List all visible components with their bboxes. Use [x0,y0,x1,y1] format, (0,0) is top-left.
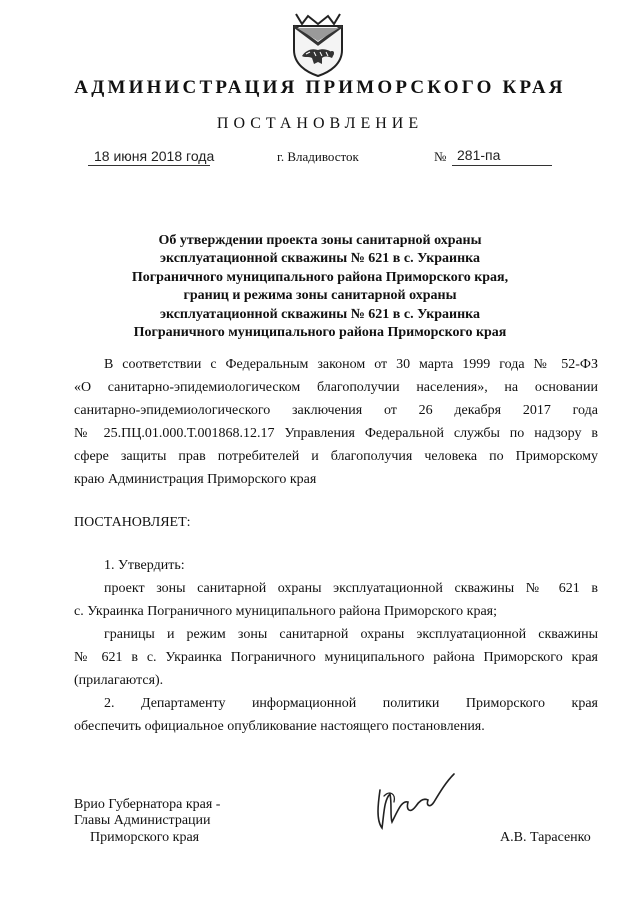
decree-word: ПОСТАНОВЛЯЕТ: [74,515,191,530]
signer-position-line: Приморского края [90,830,200,845]
item-2-line: 2. Департаменту информационной политики Приморского края [104,696,598,711]
subject-line: эксплуатационной скважины № 621 в с. Украинка [159,251,481,267]
item-1-title: 1. Утвердить: [104,558,185,573]
item-1b-line: (прилагаются). [74,673,164,688]
subject-line: Пограничного муниципального района Приморского края, [131,269,509,285]
document-type: ПОСТАНОВЛЕНИЕ [216,115,424,132]
document-subject [110,232,530,342]
subject-line: границ и режима зоны санитарной охраны [183,288,457,304]
number-underline [452,165,552,166]
item-1b-line: № 621 в с. Украинка Пограничного муниципального района Приморского края [74,650,598,665]
preamble-line: краю Администрация Приморского края [74,472,317,487]
organization-title: АДМИНИСТРАЦИЯ ПРИМОРСКОГО КРАЯ [74,77,566,98]
preamble-line: сфере защиты прав потребителей и благополучия человека по Приморскому [74,449,598,464]
item-2-line: обеспечить официальное опубликование настоящего постановления. [74,719,485,734]
signer-position-line: Врио Губернатора края - [74,797,221,812]
subject-line: Об утверждении проекта зоны санитарной охраны [158,233,482,248]
signer-name: А.В. Тарасенко [500,830,591,845]
subject-line: Пограничного муниципального района Приморского края [133,325,507,341]
date-underline [88,165,210,166]
document-number: 281-па [457,147,501,163]
preamble-line: санитарно-эпидемиологического заключения от 26 декабря 2017 года [74,403,598,418]
number-prefix: № [434,149,447,164]
preamble-line: «О санитарно-эпидемиологическом благополучии населения», на основании [74,380,598,395]
coat-of-arms-icon [288,10,348,78]
document-date: 18 июня 2018 года [94,148,215,164]
subject-line: эксплуатационной скважины № 621 в с. Украинка [159,306,481,322]
item-1a-line: с. Украинка Пограничного муниципального района Приморского края; [74,604,498,619]
signature-icon [370,770,462,836]
item-1a-line: проект зоны санитарной охраны эксплуатационной скважины № 621 в [104,581,598,596]
preamble-line: В соответствии с Федеральным законом от 30 марта 1999 года № 52-ФЗ [104,357,598,372]
signer-position-line: Главы Администрации [74,813,211,828]
preamble-line: № 25.ПЦ.01.000.Т.001868.12.17 Управления Федеральной службы по надзору в [74,426,598,441]
item-1b-line: границы и режим зоны санитарной охраны эксплуатационной скважины [104,627,598,642]
document-city: г. Владивосток [277,149,359,164]
